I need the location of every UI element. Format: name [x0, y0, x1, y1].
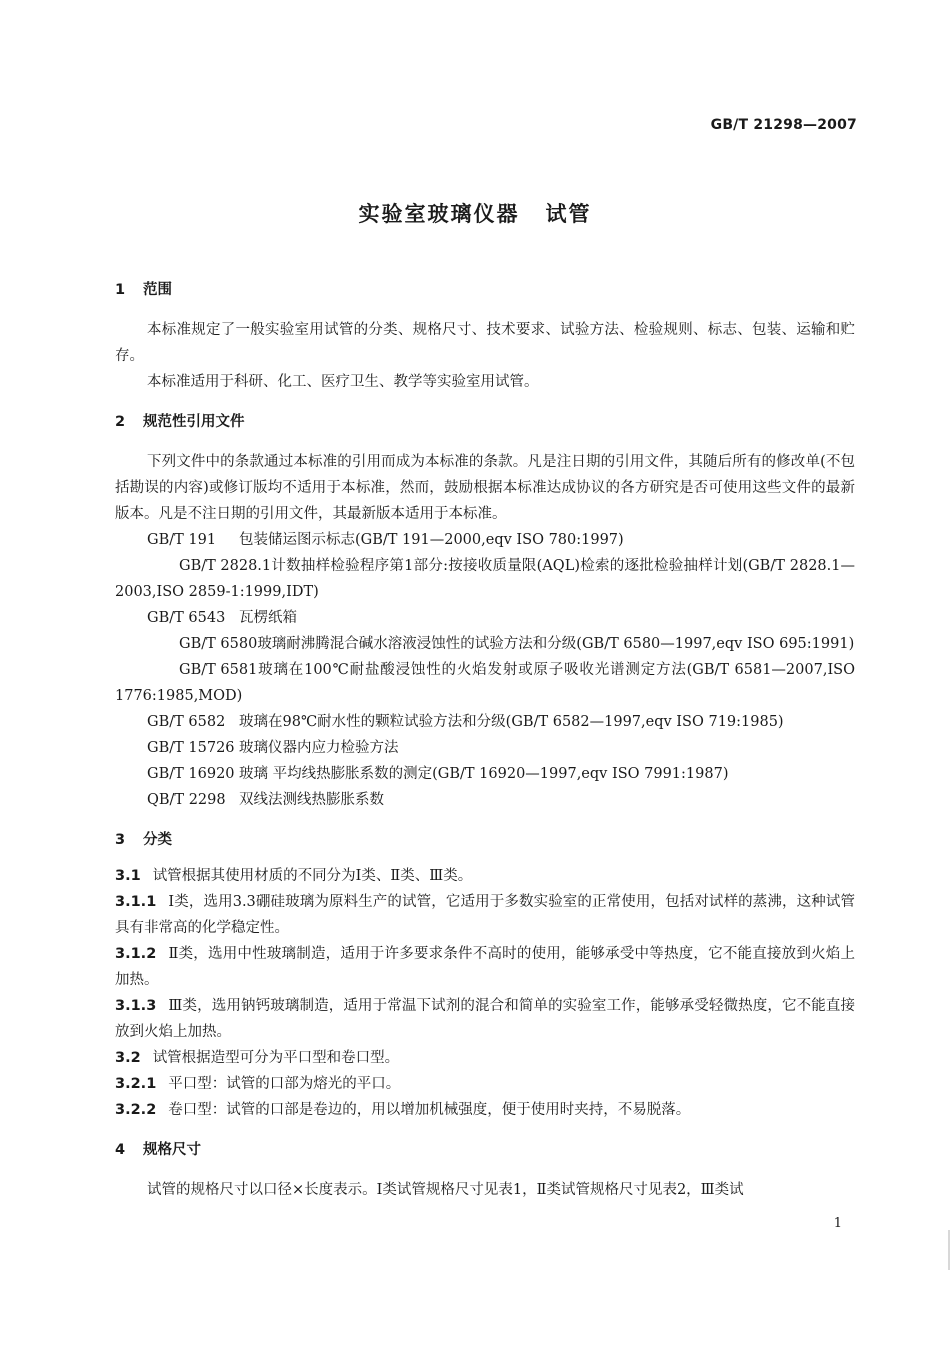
clause [115, 941, 855, 993]
clause-text: Ⅲ类，选用钠钙玻璃制造，适用于常温下试剂的混合和简单的实验室工作，能够承受轻微热度，它不能直接放到火焰上加热。 [115, 998, 855, 1040]
reference-item [115, 761, 855, 787]
reference-code: GB/T 16920 [147, 766, 235, 782]
reference-item [115, 709, 855, 735]
clause-text: 试管根据其使用材质的不同分为Ⅰ类、Ⅱ类、Ⅲ类。 [152, 868, 473, 884]
reference-item [115, 631, 855, 657]
paragraph: 本标准规定了一般实验室用试管的分类、规格尺寸、技术要求、试验方法、检验规则、标志、包装、运输和贮存。 [115, 322, 855, 364]
clause-text: Ⅱ类，选用中性玻璃制造，适用于许多要求条件不高时的使用，能够承受中等热度，它不能直接放到火焰上加热。 [115, 946, 855, 988]
reference-text: 玻璃耐沸腾混合碱水溶液浸蚀性的试验方法和分级(GB/T 6580—1997,eqv ISO 695:1991) [257, 636, 855, 652]
clause-number: 3.2.1 [115, 1076, 157, 1092]
reference-text: 计数抽样检验程序第1部分:按接收质量限(AQL)检索的逐批检验抽样计划(GB/T 2828.1—2003,ISO 2859-1:1999,IDT) [115, 558, 855, 600]
reference-item [115, 527, 855, 553]
document-title [0, 198, 950, 228]
reference-text: 玻璃在100℃耐盐酸浸蚀性的火焰发射或原子吸收光谱测定方法(GB/T 6581—2007,ISO 1776:1985,MOD) [115, 662, 855, 704]
reference-text: 玻璃在98℃耐水性的颗粒试验方法和分级(GB/T 6582—1997,eqv ISO 719:1985) [239, 714, 784, 730]
title-sub: 试管 [545, 202, 592, 226]
reference-text: 包装储运图示标志(GB/T 191—2000,eqv ISO 780:1997) [239, 532, 624, 548]
document-body [115, 277, 855, 1203]
reference-code: GB/T 6581 [179, 662, 258, 678]
clause-text: 平口型：试管的口部为熔光的平口。 [168, 1076, 401, 1092]
section-number: 4 [115, 1142, 126, 1158]
section-number: 2 [115, 414, 126, 430]
clause-number: 3.1.2 [115, 946, 157, 962]
reference-code: GB/T 6580 [179, 636, 258, 652]
clause [115, 1045, 855, 1071]
reference-text: 玻璃仪器内应力检验方法 [239, 740, 399, 756]
paragraph: 本标准适用于科研、化工、医疗卫生、教学等实验室用试管。 [147, 374, 539, 390]
clause [115, 1071, 855, 1097]
paragraph: 试管的规格尺寸以口径×长度表示。Ⅰ类试管规格尺寸见表1，Ⅱ类试管规格尺寸见表2，Ⅲ类试 [147, 1182, 744, 1198]
clause-number: 3.2 [115, 1050, 141, 1066]
section-title: 范围 [143, 282, 172, 298]
reference-code: GB/T 191 [147, 532, 217, 548]
section-number: 1 [115, 282, 126, 298]
reference-item [115, 735, 855, 761]
section-heading-dimensions [115, 1137, 855, 1163]
clause-number: 3.1.1 [115, 894, 157, 910]
section-title: 规格尺寸 [143, 1142, 201, 1158]
reference-item [115, 787, 855, 813]
section-heading-scope [115, 277, 855, 303]
clause [115, 993, 855, 1045]
clause [115, 889, 855, 941]
reference-code: GB/T 6543 [147, 610, 226, 626]
reference-code: GB/T 2828.1 [179, 558, 272, 574]
section-number: 3 [115, 832, 126, 848]
reference-item [115, 553, 855, 605]
reference-code: QB/T 2298 [147, 792, 226, 808]
section-heading-classification [115, 827, 855, 853]
reference-code: GB/T 6582 [147, 714, 226, 730]
reference-code: GB/T 15726 [147, 740, 235, 756]
title-main: 实验室玻璃仪器 [358, 202, 520, 226]
clause-text: 试管根据造型可分为平口型和卷口型。 [152, 1050, 400, 1066]
reference-text: 玻璃 平均线热膨胀系数的测定(GB/T 16920—1997,eqv ISO 7991:1987) [239, 766, 729, 782]
paragraph: 下列文件中的条款通过本标准的引用而成为本标准的条款。凡是注日期的引用文件，其随后所有的修改单(不包括勘误的内容)或修订版均不适用于本标准，然而，鼓励根据本标准达成协议的各方研究是否可使用这些文件的最新版本。凡是不注日期的引用文件，其最新版本适用于本标准。 [115, 454, 855, 522]
clause-number: 3.1 [115, 868, 141, 884]
reference-text: 瓦楞纸箱 [239, 610, 297, 626]
reference-item [115, 657, 855, 709]
section-title: 分类 [143, 832, 172, 848]
clause [115, 863, 855, 889]
clause-number: 3.2.2 [115, 1102, 157, 1118]
reference-item [115, 605, 855, 631]
section-heading-normative-references [115, 409, 855, 435]
section-title: 规范性引用文件 [143, 414, 245, 430]
clause-text: Ⅰ类，选用3.3硼硅玻璃为原料生产的试管，它适用于多数实验室的正常使用，包括对试样的蒸沸，这种试管具有非常高的化学稳定性。 [115, 894, 855, 936]
reference-text: 双线法测线热膨胀系数 [239, 792, 384, 808]
clause-text: 卷口型：试管的口部是卷边的，用以增加机械强度，便于使用时夹持，不易脱落。 [168, 1102, 691, 1118]
clause [115, 1097, 855, 1123]
standard-code: GB/T 21298—2007 [710, 117, 857, 133]
clause-number: 3.1.3 [115, 998, 157, 1014]
page-number: 1 [833, 1216, 842, 1231]
